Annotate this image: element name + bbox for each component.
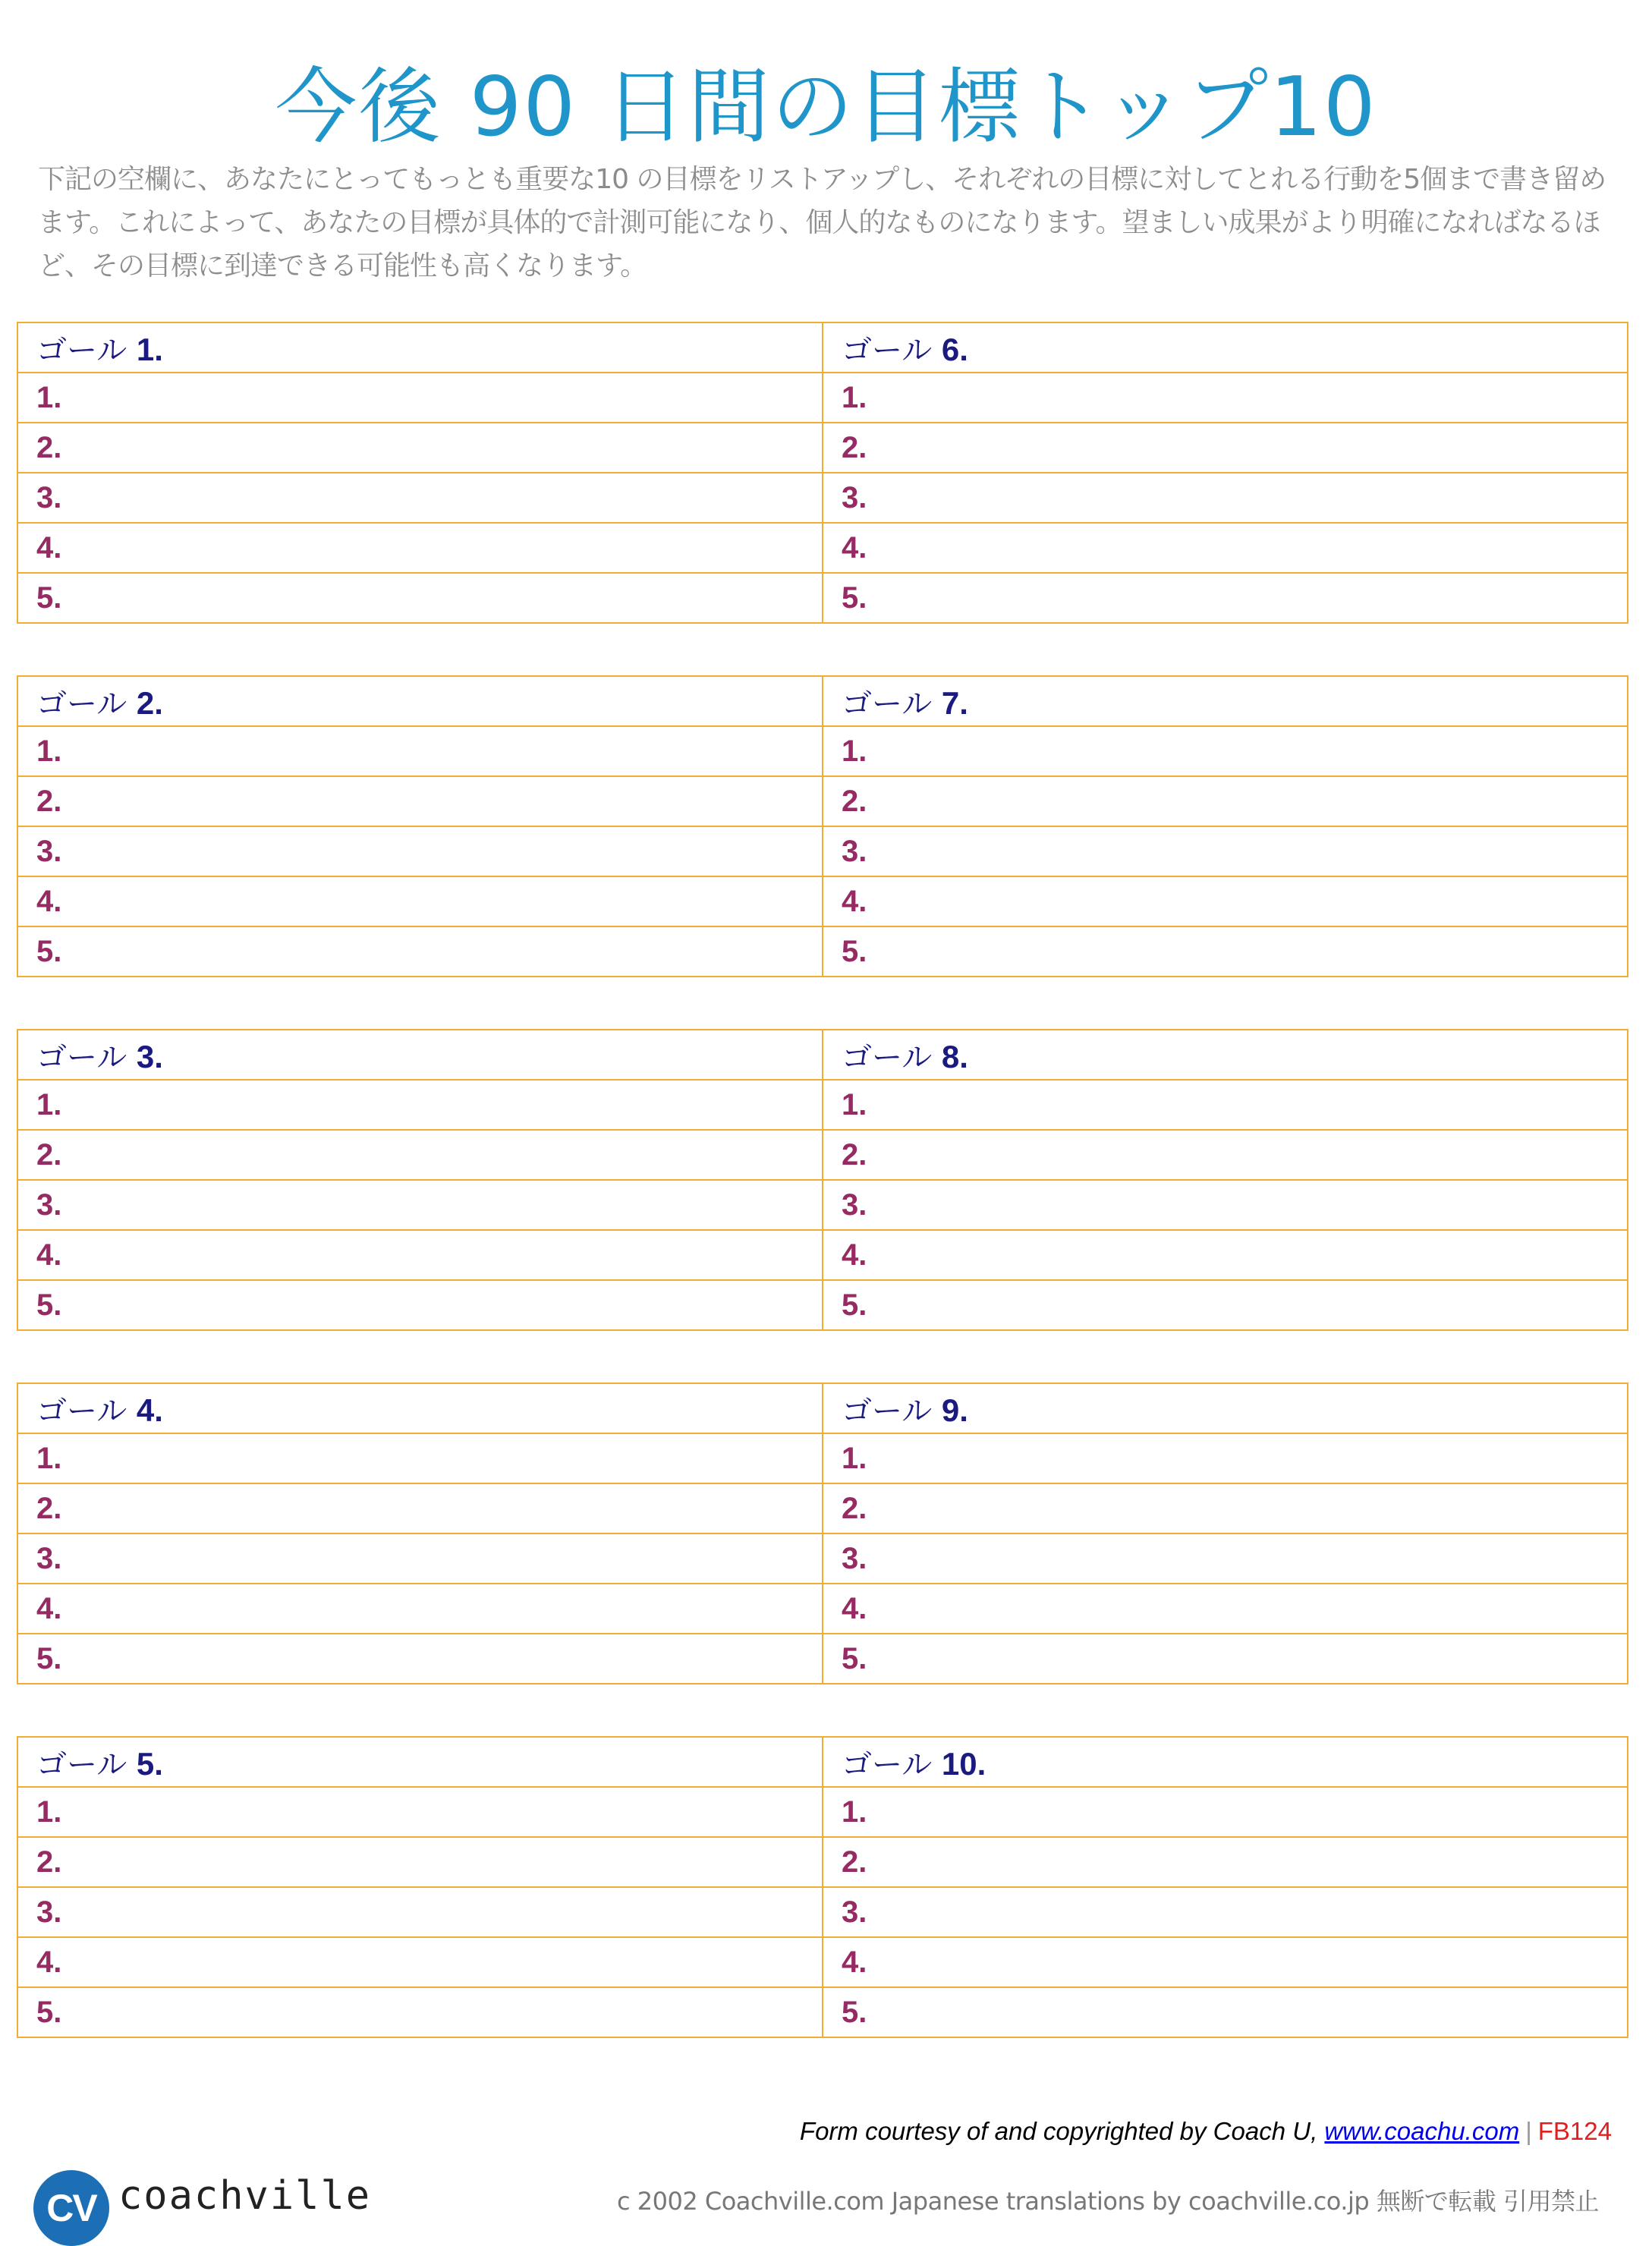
action-field[interactable]: 2. xyxy=(17,1130,823,1180)
action-row xyxy=(17,1230,1628,1280)
action-field[interactable]: 5. xyxy=(17,1280,823,1330)
action-field[interactable]: 4. xyxy=(17,1584,823,1634)
action-row xyxy=(17,1130,1628,1180)
goal-heading xyxy=(17,322,823,373)
action-row xyxy=(17,1987,1628,2037)
action-field[interactable]: 5. xyxy=(823,926,1628,977)
action-field[interactable]: 5. xyxy=(17,1634,823,1684)
goal-heading xyxy=(823,1383,1628,1433)
goal-label: ゴール xyxy=(842,1393,933,1429)
action-field[interactable]: 4. xyxy=(823,1937,1628,1987)
action-field[interactable]: 1. xyxy=(823,1080,1628,1130)
goal-label: ゴール xyxy=(842,1040,933,1075)
goal-heading xyxy=(823,1737,1628,1787)
goal-table xyxy=(17,1383,1628,1684)
goal-label: ゴール xyxy=(842,686,933,722)
action-field[interactable]: 3. xyxy=(823,1534,1628,1584)
action-field[interactable]: 3. xyxy=(823,1180,1628,1230)
action-field[interactable]: 3. xyxy=(823,826,1628,876)
action-field[interactable]: 1. xyxy=(823,1433,1628,1483)
action-field[interactable]: 4. xyxy=(823,1584,1628,1634)
action-row xyxy=(17,1634,1628,1684)
action-row xyxy=(17,1180,1628,1230)
action-row xyxy=(17,826,1628,876)
goal-number: 7. xyxy=(941,684,968,721)
goal-header-row xyxy=(17,1030,1628,1080)
goal-header-row xyxy=(17,676,1628,726)
goal-header-row xyxy=(17,1737,1628,1787)
credit-text: Form courtesy of and copyrighted by Coach U, xyxy=(799,2117,1325,2145)
goal-heading xyxy=(823,676,1628,726)
action-row xyxy=(17,423,1628,473)
form-code: FB124 xyxy=(1537,2117,1612,2145)
action-field[interactable]: 2. xyxy=(17,1837,823,1887)
action-row xyxy=(17,1080,1628,1130)
coachville-logo xyxy=(33,2169,428,2241)
goal-table xyxy=(17,1736,1628,2038)
action-field[interactable]: 2. xyxy=(823,423,1628,473)
action-row xyxy=(17,1483,1628,1534)
goal-number: 8. xyxy=(941,1038,968,1074)
goal-number: 2. xyxy=(136,684,163,721)
goal-heading xyxy=(17,1383,823,1433)
goal-label: ゴール xyxy=(842,332,933,368)
goal-label: ゴール xyxy=(36,686,127,722)
action-row xyxy=(17,1280,1628,1330)
action-field[interactable]: 1. xyxy=(823,726,1628,776)
action-row xyxy=(17,1937,1628,1987)
form-credit xyxy=(800,2117,1612,2146)
action-field[interactable]: 2. xyxy=(823,1837,1628,1887)
action-row xyxy=(17,776,1628,826)
action-field[interactable]: 4. xyxy=(17,523,823,573)
action-row xyxy=(17,876,1628,926)
goal-number: 10. xyxy=(941,1745,986,1782)
goal-label: ゴール xyxy=(36,1747,127,1782)
goal-heading xyxy=(17,1030,823,1080)
logo-wordmark: coachville xyxy=(118,2173,372,2219)
credit-separator: | xyxy=(1525,2117,1532,2145)
coachu-link[interactable]: www.coachu.com xyxy=(1324,2117,1520,2145)
action-field[interactable]: 3. xyxy=(17,473,823,523)
goal-heading xyxy=(17,1737,823,1787)
action-field[interactable]: 3. xyxy=(17,1534,823,1584)
action-field[interactable]: 3. xyxy=(17,1887,823,1937)
action-field[interactable]: 3. xyxy=(823,1887,1628,1937)
goal-number: 6. xyxy=(941,331,968,367)
action-field[interactable]: 3. xyxy=(17,1180,823,1230)
action-row xyxy=(17,1887,1628,1937)
action-field[interactable]: 5. xyxy=(823,1987,1628,2037)
goal-number: 9. xyxy=(941,1392,968,1428)
action-field[interactable]: 2. xyxy=(17,776,823,826)
goal-table xyxy=(17,675,1628,977)
cv-logo-icon: CV xyxy=(33,2170,109,2246)
action-field[interactable]: 2. xyxy=(823,776,1628,826)
goal-table xyxy=(17,322,1628,624)
goal-heading xyxy=(823,322,1628,373)
action-field[interactable]: 2. xyxy=(823,1483,1628,1534)
goal-label: ゴール xyxy=(36,332,127,368)
action-row xyxy=(17,1534,1628,1584)
goal-heading xyxy=(823,1030,1628,1080)
intro-text xyxy=(38,158,1620,288)
action-field[interactable]: 1. xyxy=(17,1080,823,1130)
action-field[interactable]: 2. xyxy=(17,423,823,473)
intro-line: ど、その目標に到達できる可能性も高くなります。 xyxy=(38,250,647,282)
action-field[interactable]: 1. xyxy=(823,1787,1628,1837)
goal-label: ゴール xyxy=(842,1747,933,1782)
action-row xyxy=(17,926,1628,977)
goal-label: ゴール xyxy=(36,1040,127,1075)
action-field[interactable]: 1. xyxy=(17,1787,823,1837)
action-field[interactable]: 4. xyxy=(17,1937,823,1987)
action-field[interactable]: 4. xyxy=(823,1230,1628,1280)
action-row xyxy=(17,1837,1628,1887)
action-field[interactable]: 1. xyxy=(17,726,823,776)
action-row xyxy=(17,1787,1628,1837)
action-field[interactable]: 1. xyxy=(17,373,823,423)
action-field[interactable]: 5. xyxy=(823,573,1628,623)
goal-number: 3. xyxy=(136,1038,163,1074)
action-field[interactable]: 4. xyxy=(17,1230,823,1280)
action-row xyxy=(17,1584,1628,1634)
action-field[interactable]: 3. xyxy=(17,826,823,876)
goal-number: 5. xyxy=(136,1745,163,1782)
action-field[interactable]: 5. xyxy=(17,1987,823,2037)
action-row xyxy=(17,573,1628,623)
action-row xyxy=(17,726,1628,776)
action-field[interactable]: 5. xyxy=(823,1634,1628,1684)
action-field[interactable]: 5. xyxy=(17,926,823,977)
action-field[interactable]: 3. xyxy=(823,473,1628,523)
goal-table xyxy=(17,1029,1628,1331)
action-row xyxy=(17,473,1628,523)
goal-label: ゴール xyxy=(36,1393,127,1429)
action-row xyxy=(17,373,1628,423)
intro-line: 下記の空欄に、あなたにとってもっとも重要な10 の目標をリストアップし、それぞれの目標に対してとれる行動を5個まで書き留め xyxy=(38,164,1606,195)
action-field[interactable]: 1. xyxy=(17,1433,823,1483)
action-row xyxy=(17,523,1628,573)
intro-line: ます。これによって、あなたの目標が具体的で計測可能になり、個人的なものになります。望ましい成果がより明確になればなるほ xyxy=(38,207,1600,238)
goal-header-row xyxy=(17,322,1628,373)
action-field[interactable]: 5. xyxy=(17,573,823,623)
copyright-notice: c 2002 Coachville.com Japanese translations by coachville.co.jp 無断で転載 引用禁止 xyxy=(616,2187,1599,2216)
goal-number: 4. xyxy=(136,1392,163,1428)
action-row xyxy=(17,1433,1628,1483)
goal-heading xyxy=(17,676,823,726)
action-field[interactable]: 4. xyxy=(823,523,1628,573)
goal-number: 1. xyxy=(136,331,163,367)
action-field[interactable]: 2. xyxy=(823,1130,1628,1180)
action-field[interactable]: 4. xyxy=(823,876,1628,926)
action-field[interactable]: 5. xyxy=(823,1280,1628,1330)
page-title: 今後 90 日間の目標トップ10 xyxy=(275,60,1377,155)
action-field[interactable]: 2. xyxy=(17,1483,823,1534)
goal-header-row xyxy=(17,1383,1628,1433)
action-field[interactable]: 4. xyxy=(17,876,823,926)
action-field[interactable]: 1. xyxy=(823,373,1628,423)
goals-form xyxy=(17,322,1628,2090)
